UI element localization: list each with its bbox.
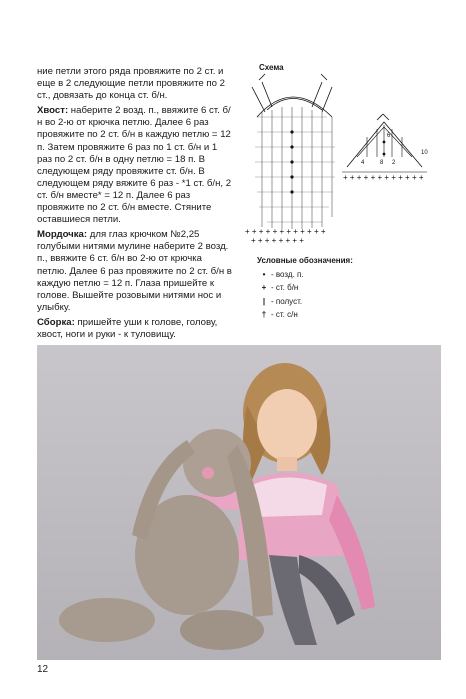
paragraph-heading: Мордочка: xyxy=(37,229,88,241)
legend xyxy=(257,254,427,322)
svg-text:+ + + + + + + + + + + +: + + + + + + + + + + + + xyxy=(343,173,424,182)
crochet-scheme-diagram xyxy=(237,62,442,252)
paragraph-heading: Хвост: xyxy=(37,105,69,117)
paragraph-intro: ние петли этого ряда провяжите по 2 ст. и еще в 2 следующие петли провяжите по 2 ст., довязать до конца ст. б/н. xyxy=(37,66,225,102)
paragraph-assembly: Сборка: пришейте уши к голове, голову, хвост, ноги и руки - к туловищу. xyxy=(37,316,218,340)
instruction-text xyxy=(37,66,233,344)
row-number: 2 xyxy=(392,160,396,166)
scheme-title: Схема xyxy=(259,63,284,72)
row-number: 8 xyxy=(380,160,384,166)
scheme-left-grid xyxy=(252,74,335,229)
row-number: 10 xyxy=(421,150,428,156)
page-number: 12 xyxy=(37,664,49,675)
row-number: 4 xyxy=(361,160,365,166)
photo-girl-with-bunny xyxy=(37,345,441,660)
double-crochet-icon: † xyxy=(261,310,267,319)
svg-text:+ + + + + + + + + + + +: + + + + + + + + + + + + xyxy=(245,227,326,236)
legend-item: + - ст. б/н xyxy=(257,281,427,295)
paragraph-tail: Хвост: наберите 2 возд. п., ввяжите 6 ст. б/н во 2-ю от крючка петлю. Далее 6 раз провяжите по 2 ст. б/н в каждую петлю = 12 п. Затем провяжите 6 раз по 1 ст. б/н и 1 раз по 2 ст. б/н в одну петлю = 18 п. В следующем ряду провяжите ст. б/н. В следующем ряду вяжите 6 раз - *1 ст. б/н, 2 ст. б/н вместе* = 12 п. Далее 6 раз провяжите по 2 ст. б/н вместе. Стяните оставшиеся петли. xyxy=(37,105,232,226)
chain-stitch-icon: • xyxy=(262,269,266,279)
row-number: 6 xyxy=(387,133,391,139)
legend-item: • - возд. п. xyxy=(257,268,427,282)
legend-title: Условные обозначения: xyxy=(257,256,353,265)
svg-text:+ + + + + + + +: + + + + + + + + xyxy=(251,236,304,245)
paragraph-face: Мордочка: для глаз крючком №2,25 голубыми нитями мулине наберите 2 возд. п., ввяжите 6 ст. б/н во 2-ю от крючка петлю. Далее 6 раз провяжите по 2 ст. б/н в каждую петлю = 12 п. Глаза пришейте к голове. Вышейте розовыми нитями нос и улыбку. xyxy=(37,229,232,313)
paragraph-heading: Сборка: xyxy=(37,316,75,328)
legend-item: † - ст. с/н xyxy=(257,308,427,322)
single-crochet-icon: + xyxy=(261,283,267,292)
legend-item: | - полуст. xyxy=(257,295,427,309)
half-double-icon: | xyxy=(262,296,266,306)
